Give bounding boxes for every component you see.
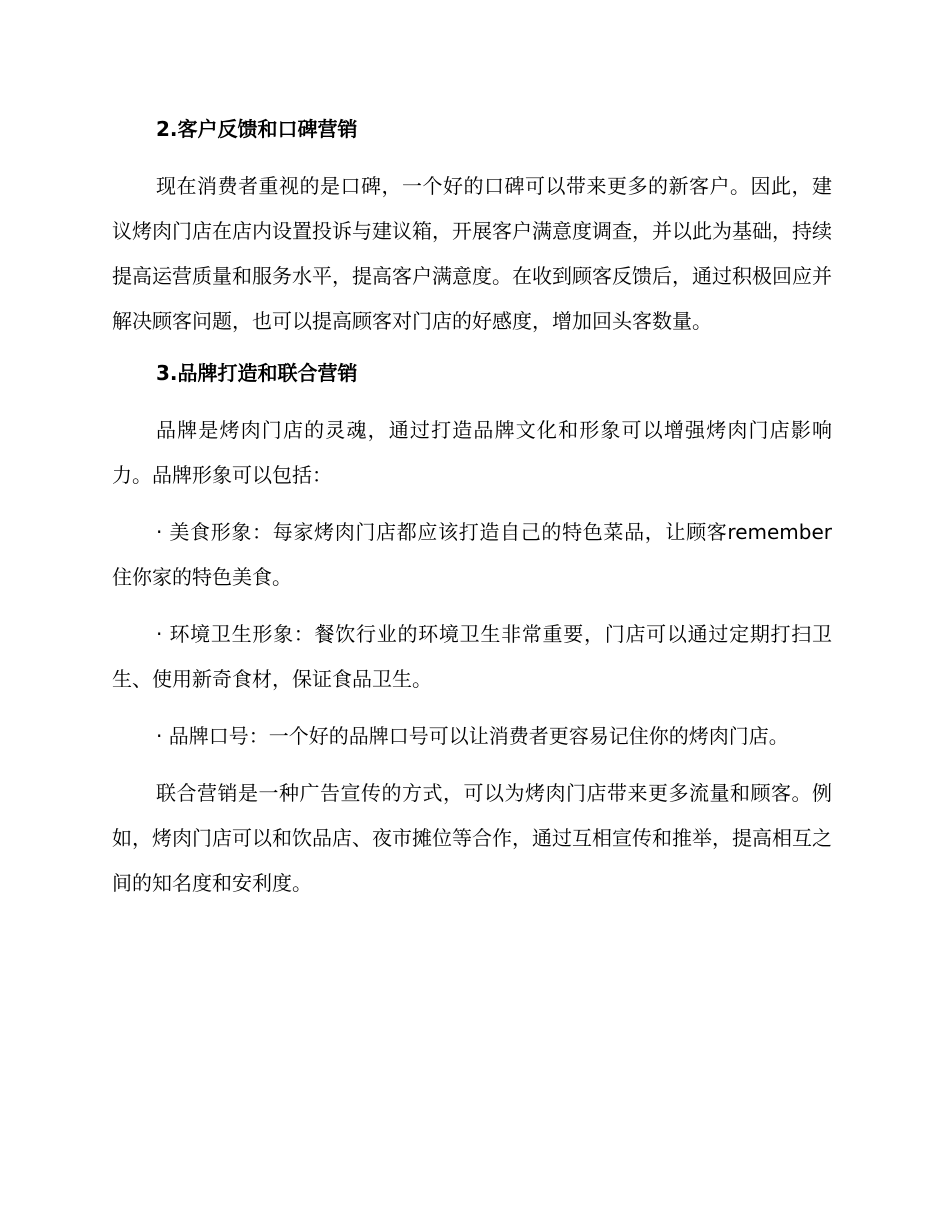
document-body: [112, 110, 832, 906]
paragraph-word-of-mouth: 现在消费者重视的是口碑，一个好的口碑可以带来更多的新客户。因此，建议烤肉门店在店内设置投诉与建议箱，开展客户满意度调查，并以此为基础，持续提高运营质量和服务水平，提高客户满意度。在收到顾客反馈后，通过积极回应并解决顾客问题，也可以提高顾客对门店的好感度，增加回头客数量。: [112, 174, 832, 333]
section-heading-branding: 3.品牌打造和联合营销: [156, 361, 358, 385]
bullet-brand-slogan: · 品牌口号：一个好的品牌口号可以让消费者更容易记住你的烤肉门店。: [156, 724, 789, 748]
section-heading-feedback: 2.客户反馈和口碑营销: [156, 117, 358, 141]
bullet-food-image: · 美食形象：每家烤肉门店都应该打造自己的特色菜品，让顾客remember 住你家的特色美食。: [112, 520, 832, 589]
paragraph-joint-marketing: 联合营销是一种广告宣传的方式，可以为烤肉门店带来更多流量和顾客。例如，烤肉门店可以和饮品店、夜市摊位等合作，通过互相宣传和推举，提高相互之间的知名度和安利度。: [112, 781, 832, 895]
paragraph-brand-intro: 品牌是烤肉门店的灵魂，通过打造品牌文化和形象可以增强烤肉门店影响力。品牌形象可以包括：: [112, 418, 832, 487]
bullet-hygiene-image: · 环境卫生形象：餐饮行业的环境卫生非常重要，门店可以通过定期打扫卫生、使用新奇食材，保证食品卫生。: [112, 622, 832, 691]
